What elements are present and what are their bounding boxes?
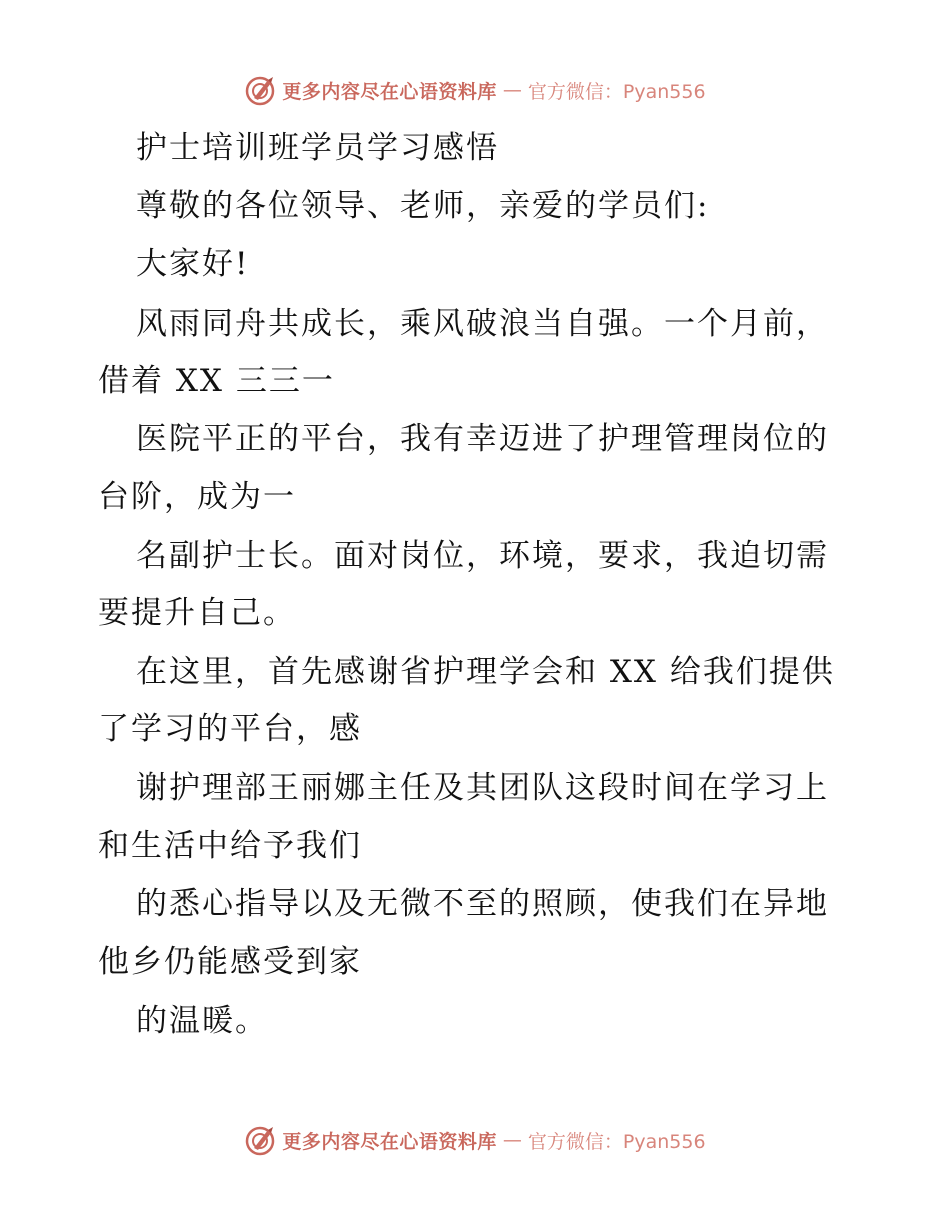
paragraph-line: 台阶，成为一 bbox=[98, 479, 296, 515]
footer-watermark bbox=[0, 1120, 950, 1160]
salutation-line: 尊敬的各位领导、老师，亲爱的学员们: bbox=[136, 188, 710, 224]
paragraph-line: 要提升自己。 bbox=[98, 595, 296, 631]
header-watermark bbox=[0, 70, 950, 110]
watermark-banner bbox=[244, 74, 705, 106]
paragraph-line: 和生活中给予我们 bbox=[98, 828, 362, 864]
paragraph-line: 借着 XX 三三一 bbox=[98, 363, 335, 399]
paragraph-line: 医院平正的平台，我有幸迈进了护理管理岗位的 bbox=[136, 421, 829, 457]
paragraph-line: 在这里，首先感谢省护理学会和 XX 给我们提供 bbox=[136, 654, 835, 690]
greeting-line: 大家好! bbox=[136, 246, 250, 282]
document-title: 护士培训班学员学习感悟 bbox=[136, 130, 499, 166]
paragraph-line: 风雨同舟共成长，乘风破浪当自强。一个月前， bbox=[136, 306, 829, 342]
watermark-main-text: 更多内容尽在心语资料库 bbox=[282, 1130, 497, 1153]
paragraph-line: 的温暖。 bbox=[136, 1003, 268, 1039]
paragraph-line: 名副护士长。面对岗位，环境，要求，我迫切需 bbox=[136, 538, 829, 574]
paragraph-line: 谢护理部王丽娜主任及其团队这段时间在学习上 bbox=[136, 770, 829, 806]
watermark-main-text: 更多内容尽在心语资料库 bbox=[282, 80, 497, 103]
paragraph-line: 了学习的平台，感 bbox=[98, 711, 362, 747]
watermark-separator: — bbox=[502, 1129, 522, 1151]
watermark-wechat-text: 官方微信：Pyan556 bbox=[527, 1130, 706, 1153]
watermark-banner bbox=[244, 1124, 705, 1156]
watermark-separator: — bbox=[502, 79, 522, 101]
paragraph-line: 的悉心指导以及无微不至的照顾，使我们在异地 bbox=[136, 886, 829, 922]
paragraph-line: 他乡仍能感受到家 bbox=[98, 944, 362, 980]
feather-logo-icon bbox=[244, 1124, 276, 1156]
feather-logo-icon bbox=[244, 74, 276, 106]
watermark-wechat-text: 官方微信：Pyan556 bbox=[527, 80, 706, 103]
